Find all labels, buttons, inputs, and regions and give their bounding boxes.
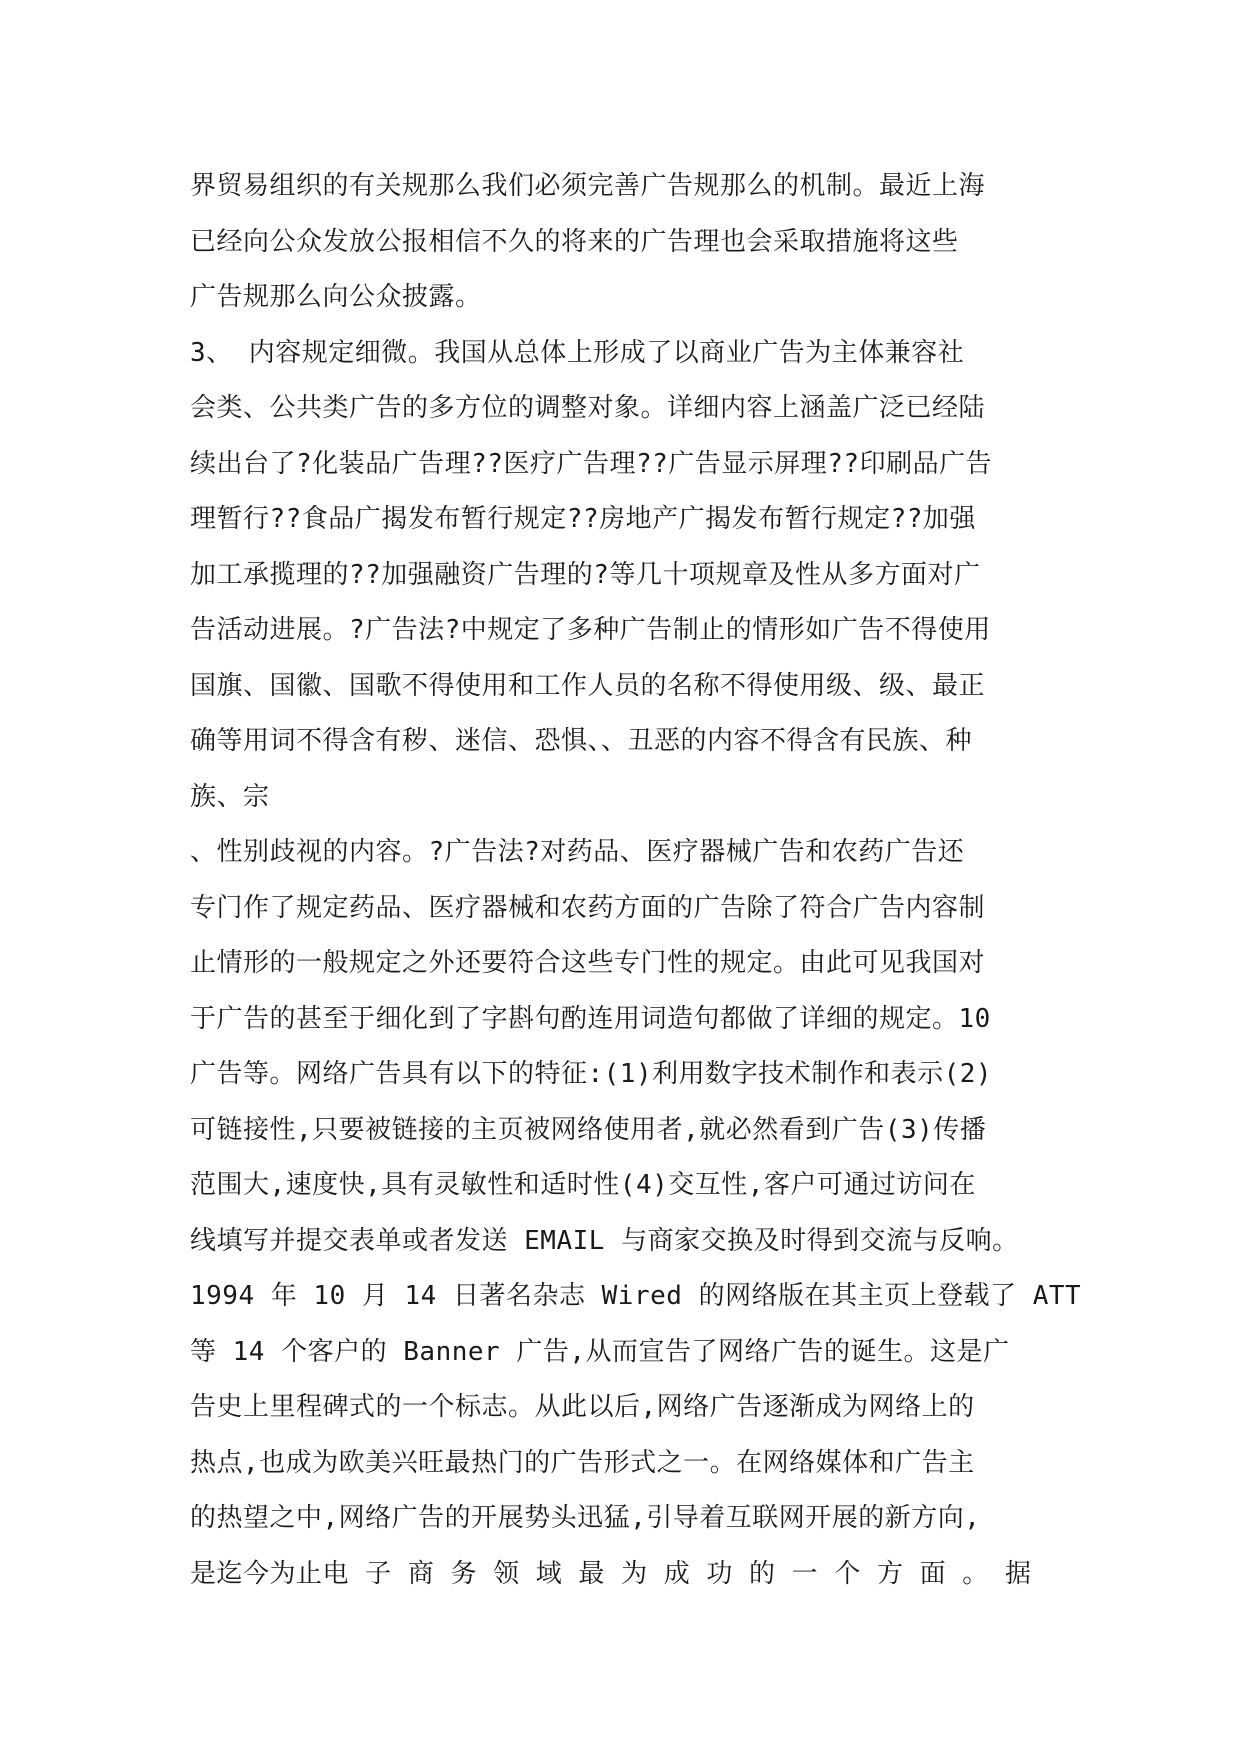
text-line: 广告规那么向公众披露。 xyxy=(190,282,482,312)
text-line: 已经向公众发放公报相信不久的将来的广告理也会采取措施将这些 xyxy=(190,226,959,257)
text-line: 止情形的一般规定之外还要符合这些专门性的规定。由此可见我国对 xyxy=(190,948,986,978)
text-line: 线填写并提交表单或者发送 EMAIL 与商家交换及时得到交流与反响。 xyxy=(190,1225,1019,1256)
text-line: 1994 年 10 月 14 日著名杂志 Wired 的网络版在其主页上登载了 ATT xyxy=(190,1281,1082,1311)
text-line: 范围大,速度快,具有灵敏性和适时性(4)交互性,客户可通过访问在 xyxy=(190,1170,976,1200)
body-text xyxy=(190,159,1090,1602)
text-line: 告活动进展。?广告法?中规定了多种广告制止的情形如广告不得使用 xyxy=(190,615,991,645)
text-line: 的热望之中,网络广告的开展势头迅猛,引导着互联网开展的新方向, xyxy=(190,1503,981,1533)
text-line: 告史上里程碑式的一个标志。从此以后,网络广告逐渐成为网络上的 xyxy=(190,1392,975,1422)
text-line: 加工承揽理的??加强融资广告理的?等几十项规章及性从多方面对广 xyxy=(190,559,981,590)
text-line: 可链接性,只要被链接的主页被网络使用者,就必然看到广告(3)传播 xyxy=(190,1114,987,1145)
text-line: 等 14 个客户的 Banner 广告,从而宣告了网络广告的诞生。这是广 xyxy=(190,1336,1010,1367)
text-line: 广告等。网络广告具有以下的特征:(1)利用数字技术制作和表示(2) xyxy=(190,1059,993,1089)
text-line: 理暂行??食品广揭发布暂行规定??房地产广揭发布暂行规定??加强 xyxy=(190,504,976,534)
text-line: 、性别歧视的内容。?广告法?对药品、医疗器械广告和农药广告还 xyxy=(190,837,965,867)
text-line: 热点,也成为欧美兴旺最热门的广告形式之一。在网络媒体和广告主 xyxy=(190,1447,975,1478)
text-line: 确等用词不得含有秽、迷信、恐惧、、丑恶的内容不得含有民族、种 xyxy=(190,726,973,756)
text-line: 国旗、国徽、国歌不得使用和工作人员的名称不得使用级、级、最正 xyxy=(190,670,986,701)
text-line: 界贸易组织的有关规那么我们必须完善广告规那么的机制。最近上海 xyxy=(190,171,986,201)
text-line: 会类、公共类广告的多方位的调整对象。详细内容上涵盖广泛已经陆 xyxy=(190,393,986,423)
text-line: 续出台了?化装品广告理??医疗广告理??广告显示屏理??印刷品广告 xyxy=(190,448,993,479)
text-line: 3、 内容规定细微。我国从总体上形成了以商业广告为主体兼容社 xyxy=(190,337,965,368)
text-line: 专门作了规定药品、医疗器械和农药方面的广告除了符合广告内容制 xyxy=(190,892,986,923)
text-line: 于广告的甚至于细化到了字斟句酌连用词造句都做了详细的规定。10 xyxy=(190,1003,991,1034)
text-line: 族、宗 xyxy=(190,781,270,812)
text-line: 是迄今为止电 子 商 务 领 域 最 为 成 功 的 一 个 方 面 。 据 xyxy=(190,1558,1032,1589)
